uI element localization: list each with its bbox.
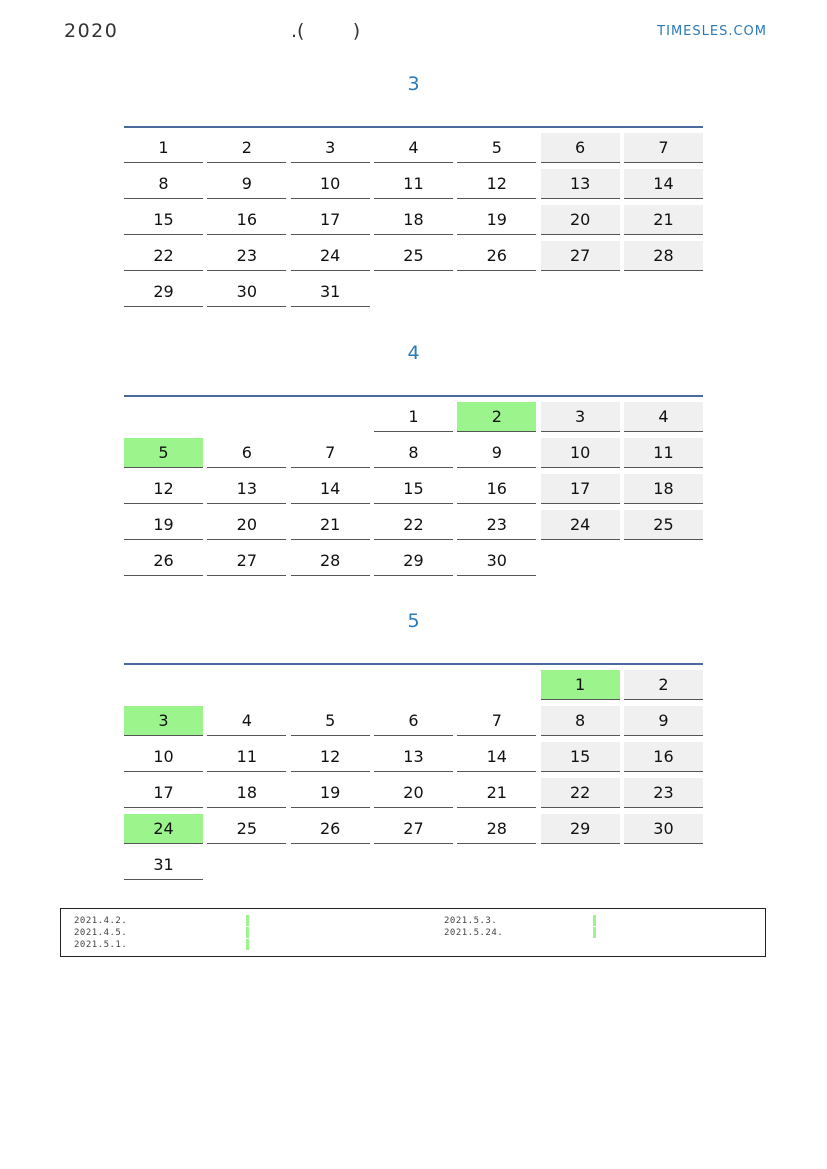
month-rule [124, 663, 703, 665]
weekend-day-cell: 9 [624, 706, 703, 736]
day-cell: 23 [207, 241, 286, 271]
day-cell: 26 [291, 814, 370, 844]
day-cell: 4 [207, 706, 286, 736]
day-cell: 21 [291, 510, 370, 540]
month-march [124, 72, 703, 307]
day-cell: 9 [457, 438, 536, 468]
day-cell: 13 [374, 742, 453, 772]
day-cell: 21 [457, 778, 536, 808]
weekend-day-cell: 29 [541, 814, 620, 844]
month-title: 5 [407, 610, 420, 632]
day-cell: 29 [374, 546, 453, 576]
weekend-day-cell: 3 [541, 402, 620, 432]
weekend-day-cell: 13 [541, 169, 620, 199]
day-cell: 6 [207, 438, 286, 468]
month-may [124, 609, 703, 880]
empty-day-cell [374, 670, 453, 700]
day-cell: 24 [291, 241, 370, 271]
day-cell: 15 [124, 205, 203, 235]
day-cell: 19 [457, 205, 536, 235]
day-cell: 6 [374, 706, 453, 736]
weekend-day-cell: 14 [624, 169, 703, 199]
day-cell: 30 [457, 546, 536, 576]
day-cell: 1 [374, 402, 453, 432]
month-rule [124, 395, 703, 397]
calendar-grid [124, 670, 703, 880]
holiday-day-cell: 2 [457, 402, 536, 432]
weekend-day-cell: 24 [541, 510, 620, 540]
weekend-day-cell: 8 [541, 706, 620, 736]
month-title: 4 [407, 342, 420, 364]
legend-item: 2021.5.1. [74, 940, 128, 950]
day-cell: 19 [124, 510, 203, 540]
weekend-day-cell: 27 [541, 241, 620, 271]
day-cell: 5 [291, 706, 370, 736]
day-cell: 20 [374, 778, 453, 808]
holiday-marker [593, 927, 596, 938]
holiday-marker [246, 915, 249, 926]
day-cell: 12 [124, 474, 203, 504]
day-cell: 14 [291, 474, 370, 504]
day-cell: 26 [457, 241, 536, 271]
day-cell: 29 [124, 277, 203, 307]
day-cell: 18 [374, 205, 453, 235]
day-cell: 19 [291, 778, 370, 808]
weekend-day-cell: 4 [624, 402, 703, 432]
day-cell: 30 [207, 277, 286, 307]
day-cell: 16 [207, 205, 286, 235]
holiday-marker [246, 927, 249, 938]
day-cell: 25 [207, 814, 286, 844]
day-cell: 22 [124, 241, 203, 271]
day-cell: 3 [291, 133, 370, 163]
day-cell: 5 [457, 133, 536, 163]
day-cell: 22 [374, 510, 453, 540]
holiday-legend [60, 908, 766, 957]
empty-day-cell [124, 402, 203, 432]
holiday-day-cell: 24 [124, 814, 203, 844]
legend-item: 2021.5.3. [444, 916, 498, 926]
weekend-day-cell: 16 [624, 742, 703, 772]
day-cell: 11 [374, 169, 453, 199]
day-cell: 14 [457, 742, 536, 772]
weekend-day-cell: 23 [624, 778, 703, 808]
calendar-grid [124, 402, 703, 576]
day-cell: 10 [124, 742, 203, 772]
weekend-day-cell: 22 [541, 778, 620, 808]
weekend-day-cell: 6 [541, 133, 620, 163]
month-rule [124, 126, 703, 128]
holiday-day-cell: 3 [124, 706, 203, 736]
holiday-day-cell: 5 [124, 438, 203, 468]
empty-day-cell [291, 402, 370, 432]
weekend-day-cell: 7 [624, 133, 703, 163]
weekend-day-cell: 28 [624, 241, 703, 271]
weekend-day-cell: 18 [624, 474, 703, 504]
day-cell: 23 [457, 510, 536, 540]
site-link[interactable]: TIMESLES.COM [657, 24, 767, 39]
day-cell: 1 [124, 133, 203, 163]
empty-day-cell [124, 670, 203, 700]
day-cell: 4 [374, 133, 453, 163]
empty-day-cell [291, 670, 370, 700]
weekend-day-cell: 17 [541, 474, 620, 504]
empty-day-cell [207, 670, 286, 700]
day-cell: 20 [207, 510, 286, 540]
day-cell: 13 [207, 474, 286, 504]
day-cell: 27 [374, 814, 453, 844]
day-cell: 27 [207, 546, 286, 576]
day-cell: 12 [291, 742, 370, 772]
legend-item: 2021.5.24. [444, 928, 504, 938]
day-cell: 8 [374, 438, 453, 468]
day-cell: 28 [457, 814, 536, 844]
day-cell: 25 [374, 241, 453, 271]
day-cell: 10 [291, 169, 370, 199]
day-cell: 31 [124, 850, 203, 880]
day-cell: 12 [457, 169, 536, 199]
weekend-day-cell: 20 [541, 205, 620, 235]
day-cell: 17 [291, 205, 370, 235]
legend-item: 2021.4.5. [74, 928, 128, 938]
holiday-day-cell: 1 [541, 670, 620, 700]
day-cell: 7 [291, 438, 370, 468]
weekend-day-cell: 21 [624, 205, 703, 235]
day-cell: 28 [291, 546, 370, 576]
weekend-day-cell: 2 [624, 670, 703, 700]
month-title: 3 [407, 73, 420, 95]
header-year: 2020 [64, 20, 119, 42]
weekend-day-cell: 15 [541, 742, 620, 772]
month-april [124, 341, 703, 576]
day-cell: 16 [457, 474, 536, 504]
weekend-day-cell: 11 [624, 438, 703, 468]
day-cell: 11 [207, 742, 286, 772]
day-cell: 9 [207, 169, 286, 199]
day-cell: 17 [124, 778, 203, 808]
legend-item: 2021.4.2. [74, 916, 128, 926]
day-cell: 18 [207, 778, 286, 808]
weekend-day-cell: 25 [624, 510, 703, 540]
day-cell: 26 [124, 546, 203, 576]
header-title-fragment: .( ) [291, 20, 361, 42]
empty-day-cell [207, 402, 286, 432]
calendar-grid [124, 133, 703, 307]
holiday-marker [593, 915, 596, 926]
day-cell: 7 [457, 706, 536, 736]
day-cell: 31 [291, 277, 370, 307]
holiday-marker [246, 939, 249, 950]
day-cell: 2 [207, 133, 286, 163]
day-cell: 15 [374, 474, 453, 504]
weekend-day-cell: 30 [624, 814, 703, 844]
weekend-day-cell: 10 [541, 438, 620, 468]
day-cell: 8 [124, 169, 203, 199]
empty-day-cell [457, 670, 536, 700]
